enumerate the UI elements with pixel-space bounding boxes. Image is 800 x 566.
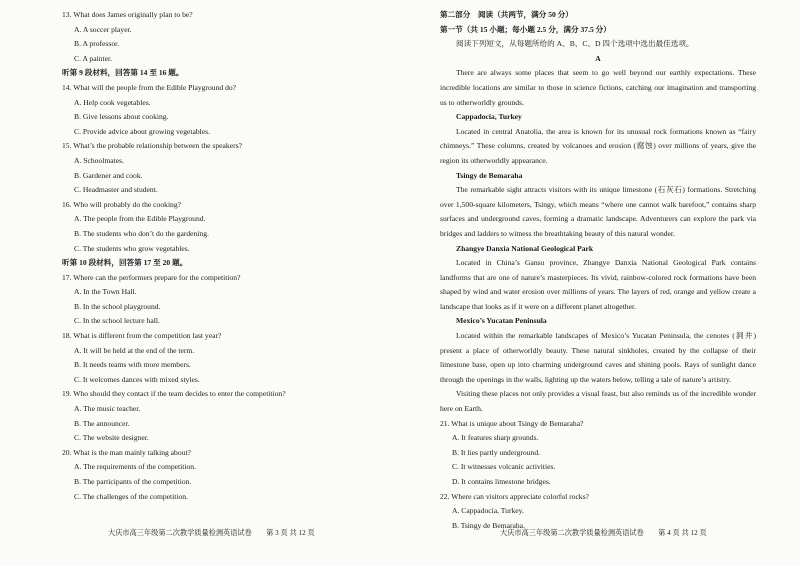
subheading: Tsingy de Bemaraha bbox=[456, 170, 523, 180]
subheading: Zhangye Danxia National Geological Park bbox=[456, 243, 594, 253]
option: C. The website designer. bbox=[74, 433, 149, 443]
paragraph: Located within the remarkable landscapes of Mexico’s Yucatan Peninsula, the cenotes (洞井) present a place of otherworldly beauty. These natural sinkholes, created by the collapse of their limestone base, open up into charming underground caves and shining pools. Rays of sunlight dance through the openings in the walls, lighting up the waters below, telling a tale of nature’s artistry. bbox=[440, 331, 756, 384]
option: A. The people from the Edible Playground. bbox=[74, 214, 206, 224]
option: B. The participants of the competition. bbox=[74, 477, 192, 486]
option: A. A soccer player. bbox=[74, 24, 132, 34]
question-13: 13. What does James originally plan to be? bbox=[62, 10, 193, 19]
option: C. In the school lecture hall. bbox=[74, 316, 160, 326]
option: A. Help cook vegetables. bbox=[74, 97, 151, 107]
option: B. In the school playground. bbox=[74, 301, 161, 311]
option: A. The music teacher. bbox=[74, 404, 141, 414]
paragraph: The remarkable sight attracts visitors with its unique limestone (石灰石) formations. Stretching over 1,500-square kilometers, Tsingy, which means “where one cannot walk barefoot,” contains sharp surfaces and underground caves, forming a dramatic landscape. Adventurers can explore the park via bridges and ladders to witness the breathtaking beauty of this natural wonder. bbox=[440, 185, 756, 238]
question-22: 22. Where can visitors appreciate colorful rocks? bbox=[440, 491, 589, 501]
question-18: 18. What is different from the competition last year? bbox=[62, 331, 222, 341]
listening-direction: 听第 9 段材料，回答第 14 至 16 题。 bbox=[62, 68, 184, 78]
option: C. Provide advice about growing vegetables. bbox=[74, 126, 211, 136]
option: B. A professor. bbox=[74, 39, 120, 49]
option: B. Tsingy de Bemaraha. bbox=[452, 520, 525, 530]
option: A. The requirements of the competition. bbox=[74, 462, 196, 472]
option: A. Schoolmates. bbox=[74, 155, 124, 165]
question-16: 16. Who will probably do the cooking? bbox=[62, 199, 182, 209]
option: B. The announcer. bbox=[74, 418, 130, 428]
question-17: 17. Where can the performers prepare for the competition? bbox=[62, 272, 241, 282]
option: C. The challenges of the competition. bbox=[74, 491, 188, 501]
part-title: 第二部分 阅读（共两节，满分 50 分） bbox=[440, 10, 573, 19]
option: B. Gardener and cook. bbox=[74, 170, 143, 180]
paragraph: Located in China’s Gansu province, Zhangye Danxia National Geological Park contains landforms that are one of nature’s masterpieces. Its vivid, rainbow-colored rock formations have been shaped by wind and water erosion over millions of years. The layers of red, orange and yellow create a landscape that looks as if it were on a different planet altogether. bbox=[440, 258, 756, 311]
option: A. In the Town Hall. bbox=[74, 287, 137, 297]
question-20: 20. What is the man mainly talking about? bbox=[62, 447, 191, 457]
option: A. It features sharp grounds. bbox=[452, 433, 539, 443]
option: D. It contains limestone bridges. bbox=[452, 477, 551, 486]
subheading: Mexico’s Yucatan Peninsula bbox=[456, 316, 547, 326]
paragraph: Located in central Anatolia, the area is known for its unusual rock formations known as “fairy chimneys.” These columns, created by volcanoes and erosion (腐蚀) over millions of years, give the region its otherworldly appearance. bbox=[440, 126, 756, 165]
instruction: 阅读下列短文，从每题所给的 A、B、C、D 四个选项中选出最佳选项。 bbox=[456, 39, 694, 49]
option: B. It lies partly underground. bbox=[452, 447, 541, 457]
section-title: 第一节（共 15 小题；每小题 2.5 分，满分 37.5 分） bbox=[440, 24, 611, 34]
option: C. A painter. bbox=[74, 53, 112, 63]
option: C. Headmaster and student. bbox=[74, 185, 158, 195]
option: C. It welcomes dances with mixed styles. bbox=[74, 374, 200, 384]
page-footer-left: 大庆市高三年级第二次教学质量检测英语试卷 第 3 页 共 12 页 bbox=[108, 529, 315, 537]
option: A. It will be held at the end of the term. bbox=[74, 345, 195, 355]
right-page bbox=[440, 8, 756, 533]
page-footer-right: 大庆市高三年级第二次教学质量检测英语试卷 第 4 页 共 12 页 bbox=[500, 529, 707, 537]
listening-direction: 听第 10 段材料，回答第 17 至 20 题。 bbox=[62, 258, 188, 268]
subheading: Cappadocia, Turkey bbox=[456, 112, 522, 122]
option: C. The students who grow vegetables. bbox=[74, 243, 190, 253]
passage-label: A bbox=[595, 53, 601, 63]
option: B. The students who don’t do the gardening. bbox=[74, 228, 209, 238]
option: C. It witnesses volcanic activities. bbox=[452, 462, 556, 472]
question-21: 21. What is unique about Tsingy de Bemaraha? bbox=[440, 418, 584, 428]
intro-paragraph: There are always some places that seem to go well beyond our earthly expectations. These incredible locations are similar to those in science fictions, catching our imagination and transporting us to otherworldly grounds. bbox=[440, 68, 756, 107]
option: B. It needs teams with more members. bbox=[74, 360, 191, 370]
left-page bbox=[62, 8, 392, 504]
question-19: 19. Who should they contact if the team decides to enter the competition? bbox=[62, 389, 286, 399]
option: A. Cappadocia, Turkey. bbox=[452, 506, 524, 516]
question-15: 15. What’s the probable relationship between the speakers? bbox=[62, 141, 242, 151]
question-14: 14. What will the people from the Edible Playground do? bbox=[62, 82, 237, 92]
closing-paragraph: Visiting these places not only provides a visual feast, but also reminds us of the incredible wonder here on Earth. bbox=[440, 389, 756, 414]
option: B. Give lessons about cooking. bbox=[74, 112, 169, 122]
